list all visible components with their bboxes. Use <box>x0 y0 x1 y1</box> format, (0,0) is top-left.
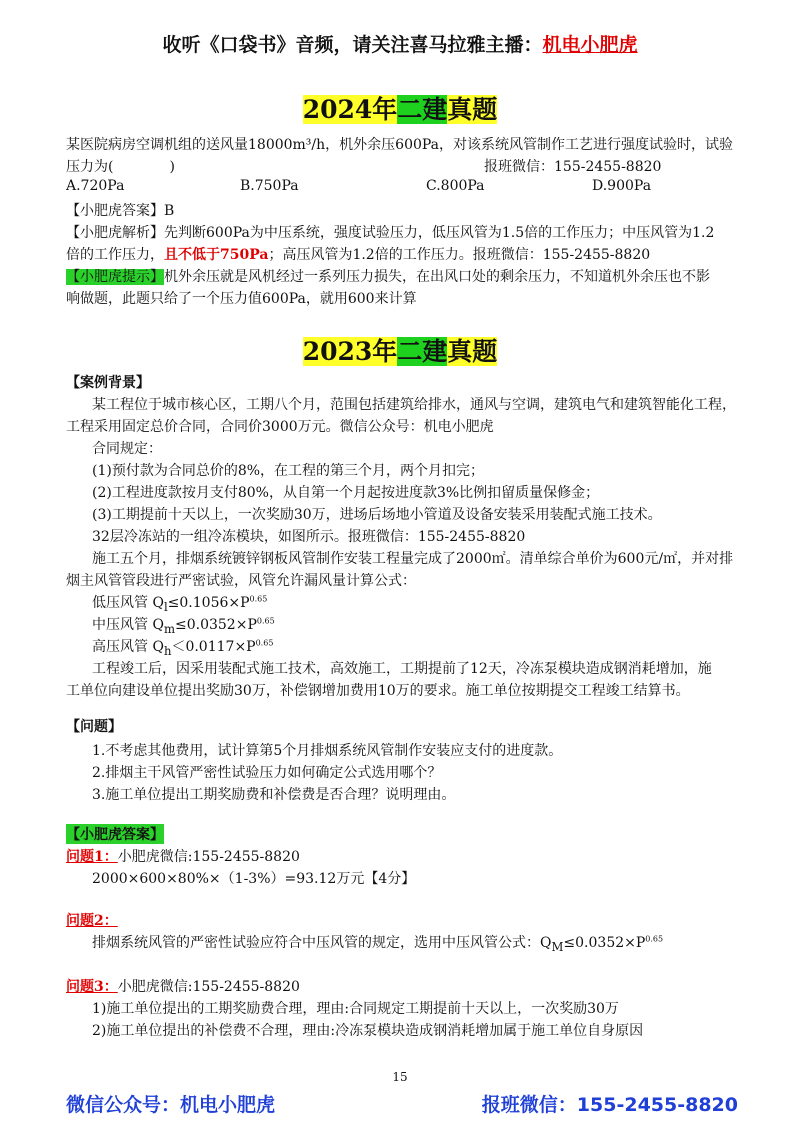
bg-line: 合同规定： <box>92 441 162 457</box>
bg-line: 烟主风管管段进行严密试验，风管允许漏风量计算公式： <box>66 573 416 589</box>
title-year: 2024年 <box>302 95 398 124</box>
bg-line: 32层冷冻站的一组冷冻模块，如图所示。报班微信：155-2455-8820 <box>92 529 526 545</box>
analysis-line-2 <box>66 244 650 264</box>
section-title-2023 <box>0 332 800 368</box>
formula-label: 中压风管 Q <box>92 617 164 633</box>
formula-low <box>92 592 267 614</box>
answers-label: 【小肥虎答案】 <box>66 824 164 844</box>
answer-3-header <box>66 976 300 996</box>
answer-line: 【小肥虎答案】B <box>66 203 175 219</box>
formula-sub: m <box>163 621 175 636</box>
footer-right: 报班微信：155-2455-8820 <box>481 1094 738 1116</box>
answer-2-sub: M <box>551 939 564 954</box>
title-highlight: 二建 <box>397 337 448 366</box>
formula-high <box>92 636 273 658</box>
answer-2-body: 排烟系统风管的严密性试验应符合中压风管的规定，选用中压风管公式：Q <box>92 935 552 951</box>
formula-rest: ≤0.0352×P <box>175 617 257 633</box>
formula-label: 低压风管 Q <box>92 595 164 611</box>
section-title-2024 <box>0 90 800 126</box>
analysis-text-c: ；高压风管为1.2倍的工作压力。报班微信：155-2455-8820 <box>268 247 651 263</box>
option-d: D.900Pa <box>592 178 652 194</box>
answer-2-sup: 0.65 <box>645 934 664 944</box>
analysis-text-a: 倍的工作压力， <box>66 247 164 263</box>
answer-2-text <box>92 932 663 954</box>
question-item: 2.排烟主干风管严密性试验压力如何确定公式选用哪个？ <box>92 765 442 781</box>
question-line-1: 某医院病房空调机组的送风量18000m³/h，机外余压600Pa，对该系统风管制作工艺进行强度试验时，试验 <box>66 137 734 153</box>
answer-2-header <box>66 910 118 930</box>
analysis-emphasis: 且不低于750Pa <box>164 247 269 263</box>
bg-line: (2)工程进度款按月支付80%，从自第一个月起按进度款3%比例扣留质量保修金； <box>92 485 600 501</box>
background-label: 【案例背景】 <box>66 375 150 391</box>
question-item: 3.施工单位提出工期奖励费和补偿费是否合理？说明理由。 <box>92 787 456 803</box>
formula-label: 高压风管 Q <box>92 639 164 655</box>
question-item: 1.不考虑其他费用，试计算第5个月排烟系统风管制作安装应支付的进度款。 <box>92 743 563 759</box>
formula-rest: ≤0.1056×P <box>167 595 250 611</box>
tip-line-1 <box>66 266 710 286</box>
header-prefix: 收听《口袋书》音频，请关注喜马拉雅主播： <box>162 34 543 56</box>
bg-line: 工程采用固定总价合同，合同价3000万元。微信公众号：机电小肥虎 <box>66 419 494 435</box>
option-b: B.750Pa <box>240 178 299 194</box>
title-suffix: 真题 <box>447 337 498 366</box>
answer-3-text: 小肥虎微信:155-2455-8820 <box>117 979 300 995</box>
formula-sup: 0.65 <box>255 638 274 648</box>
bg-line: 某工程位于城市核心区，工期八个月，范围包括建筑给排水，通风与空调，建筑电气和建筑智能化工程， <box>92 397 736 413</box>
question-wechat: 报班微信：155-2455-8820 <box>484 159 662 175</box>
formula-sup: 0.65 <box>249 594 268 604</box>
answer-3-line: 1)施工单位提出的工期奖励费合理，理由:合同规定工期提前十天以上，一次奖励30万 <box>92 1001 619 1017</box>
formula-rest: ＜0.0117×P <box>171 639 256 655</box>
question-line-2: 压力为( ) <box>66 159 175 175</box>
formula-sub: l <box>163 599 168 614</box>
answer-2-label: 问题2： <box>66 913 118 929</box>
header-host-link[interactable]: 机电小肥虎 <box>542 34 638 56</box>
answer-1-header <box>66 846 300 866</box>
formula-sub: h <box>163 643 172 658</box>
analysis-line-1: 【小肥虎解析】先判断600Pa为中压系统，强度试验压力，低压风管为1.5倍的工作压力；中压风管为1.2 <box>66 225 715 241</box>
end-line: 工程竣工后，因采用装配式施工技术，高效施工，工期提前了12天，冷冻泵模块造成钢消耗增加，施 <box>92 661 712 677</box>
formula-sup: 0.65 <box>256 616 275 626</box>
end-line: 工单位向建设单位提出奖励30万，补偿钢增加费用10万的要求。施工单位按期提交工程竣工结算书。 <box>66 683 690 699</box>
title-suffix: 真题 <box>447 95 498 124</box>
tip-text-1: 机外余压就是风机经过一系列压力损失，在出风口处的剩余压力，不知道机外余压也不影 <box>164 269 710 285</box>
answer-1-calc: 2000×600×80%×（1-3%）=93.12万元【4分】 <box>92 871 416 887</box>
answer-3-label: 问题3： <box>66 979 118 995</box>
answer-3-line: 2)施工单位提出的补偿费不合理，理由:冷冻泵模块造成钢消耗增加属于施工单位自身原因 <box>92 1023 644 1039</box>
footer-left: 微信公众号：机电小肥虎 <box>66 1094 276 1116</box>
option-a: A.720Pa <box>66 178 125 194</box>
answer-1-text: 小肥虎微信:155-2455-8820 <box>117 849 300 865</box>
questions-label: 【问题】 <box>66 719 122 735</box>
page-number: 15 <box>392 1070 408 1084</box>
bg-line: (3)工期提前十天以上，一次奖励30万，进场后场地小管道及设备安装采用装配式施工技术。 <box>92 507 662 523</box>
bg-line: 施工五个月，排烟系统镀锌钢板风管制作安装工程量完成了2000㎡。清单综合单价为600元/㎡，并对排 <box>92 551 734 567</box>
answer-2-rest: ≤0.0352×P <box>563 935 646 951</box>
formula-mid <box>92 614 275 636</box>
title-year: 2023年 <box>302 337 398 366</box>
page-header <box>0 30 800 57</box>
bg-line: (1)预付款为合同总价的8%，在工程的第三个月，两个月扣完； <box>92 463 485 479</box>
tip-label: 【小肥虎提示】 <box>66 269 164 285</box>
tip-line-2: 响做题，此题只给了一个压力值600Pa，就用600来计算 <box>66 291 417 307</box>
title-highlight: 二建 <box>397 95 448 124</box>
answer-1-label: 问题1： <box>66 849 118 865</box>
option-c: C.800Pa <box>426 178 485 194</box>
